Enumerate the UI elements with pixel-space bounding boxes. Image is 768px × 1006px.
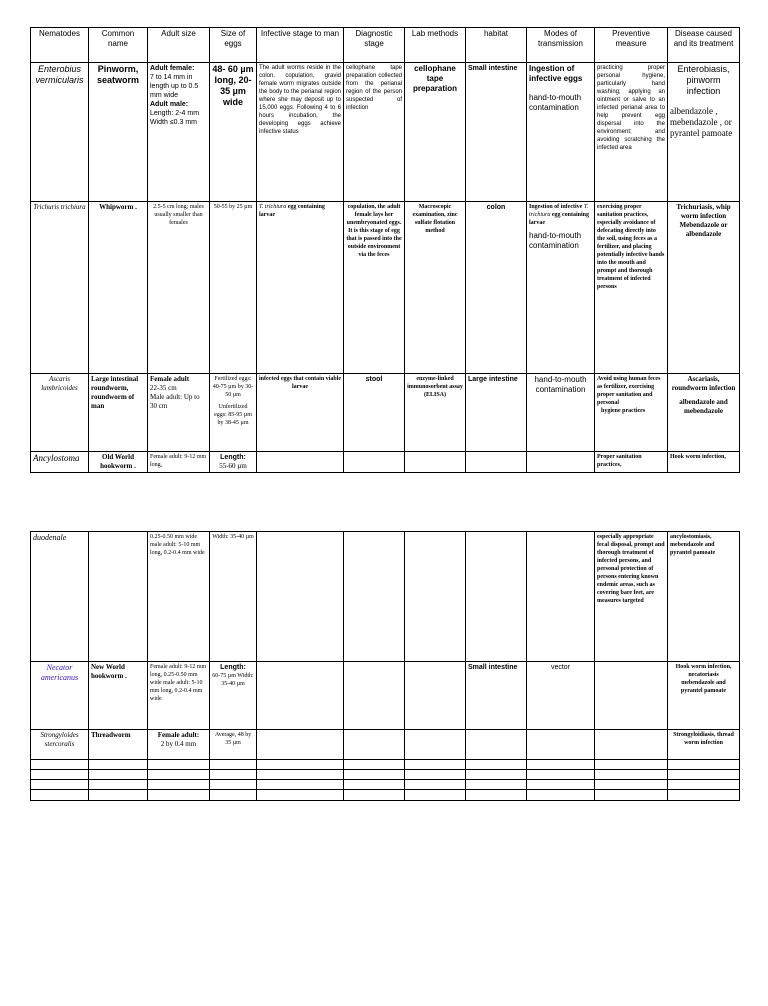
nematodes-table-part-2 (30, 531, 740, 801)
egg-size (210, 662, 257, 730)
header-habitat: habitat (466, 28, 527, 63)
egg-length-label: Length: (220, 664, 246, 671)
modes-of-transmission: hand-to-mouth contamination (527, 374, 595, 452)
infective-stage: The adult worms reside in the colon. copulation, gravid female worm migrates outside the body to the perianal region where she may deposit up to 15,000 eggs. Following 4 to 6 hours incubation, the developing eggs achieve infective status (257, 63, 344, 202)
header-adult-size: Adult size (148, 28, 210, 63)
preventive-text-cont: hygiene practices (601, 408, 646, 414)
adult-male-size: Male adult: Up to 30 cm (150, 393, 200, 410)
nematode-name: Enterobius vermicularis (31, 63, 89, 202)
nematode-name: Necator americanus (31, 662, 89, 730)
disease-name: Trichuriasis, whip worm infection (676, 203, 731, 220)
common-name: Large intestinal roundworm, roundworm of man (89, 374, 148, 452)
table-row-strongyloides (31, 730, 740, 760)
adult-male-label: Adult male: (150, 101, 189, 108)
empty-row (31, 790, 740, 801)
preventive-measure: practicing proper personal hygiene, particularly hand washing; applying an ointment or salve to an infected perianal area to help prevent egg dispersal into the environment; and avoiding scratching the infected area (595, 63, 668, 202)
disease-treatment: ancylostomiasis, mebendazole and pyrantel pamoate (668, 532, 740, 662)
modes-of-transmission (527, 63, 595, 202)
table-row-enterobius (31, 63, 740, 202)
egg-size: 48- 60 µm long, 20-35 µm wide (210, 63, 257, 202)
infective-stage: infected eggs that contain viable larvae (257, 374, 344, 452)
preventive-measure: Proper sanitation practices, (595, 452, 668, 473)
table-row-necator (31, 662, 740, 730)
table-row-ascaris (31, 374, 740, 452)
empty-row (31, 770, 740, 780)
table-row-ancylostoma (31, 452, 740, 473)
modes-of-transmission: vector (527, 662, 595, 730)
egg-size: 50-55 by 25 µm (210, 202, 257, 374)
common-name: Pinworm, seatworm (89, 63, 148, 202)
header-diagnostic-stage: Diagnostic stage (344, 28, 405, 63)
treatment: Mebendazole or albendazole (679, 221, 728, 238)
adult-size (148, 730, 210, 760)
egg-size (210, 374, 257, 452)
disease-treatment: Strongyloidiasis, thread worm infection (668, 730, 740, 760)
empty-row (31, 760, 740, 770)
treatment: mebendazole and pyrantel pamoate (680, 680, 727, 694)
preventive-text: Avoid using human feces as fertilizer, exercising proper sanitation and personal (597, 376, 661, 406)
lab-methods: cellophane tape preparation (405, 63, 466, 202)
transmission-ingestion: Ingestion of infective eggs (529, 64, 583, 83)
egg-size (210, 452, 257, 473)
lab-methods: Macroscopic examination, zinc sulfate flotation method (405, 202, 466, 374)
transmission-hand-to-mouth: hand-to-mouth contamination (529, 93, 582, 112)
adult-female-label: Female adult (150, 375, 190, 383)
egg-length: 55-60 µm (219, 462, 247, 470)
lab-methods: enzyme-linked immunosorbent assay (ELISA) (405, 374, 466, 452)
nematode-name: Trichuris trichiura (31, 202, 89, 374)
infective-species: T. trichiura (259, 204, 287, 210)
adult-female-size: 2 by 0.4 mm (160, 740, 197, 748)
header-modes-of-transmission: Modes of transmission (527, 28, 595, 63)
transmission-ingestion-pre: Ingestion of infective (529, 204, 583, 210)
habitat: Small intestine (466, 63, 527, 202)
common-name: New World hookworm . (89, 662, 148, 730)
common-name: Threadworm (89, 730, 148, 760)
nematode-name: duodenale (31, 532, 89, 662)
preventive-measure: especially appropriate fecal disposal, prompt and thorough treatment of infected persons, and personal protection of persons entering known endemic areas, such as covering bare feet, are measures targeted (595, 532, 668, 662)
preventive-measure (595, 374, 668, 452)
transmission-species: T. trichiura (529, 204, 589, 218)
diagnostic-stage: stool (344, 374, 405, 452)
header-lab-methods: Lab methods (405, 28, 466, 63)
adult-size (148, 63, 210, 202)
disease-treatment (668, 374, 740, 452)
adult-size: Female adult: 9-12 mm long, (148, 452, 210, 473)
header-size-of-eggs: Size of eggs (210, 28, 257, 63)
adult-size: Female adult: 9-12 mm long, 0.25-0.50 mm wide male adult: 5-10 mm long, 0.2-0.4 mm wide (148, 662, 210, 730)
nematode-name: Ascaris lumbricoides (31, 374, 89, 452)
disease-name: Hook worm infection, necatoriasis (675, 664, 732, 678)
header-infective-stage: Infective stage to man (257, 28, 344, 63)
disease-treatment (668, 202, 740, 374)
table-row-duodenale (31, 532, 740, 662)
table-row-trichuris (31, 202, 740, 374)
adult-male-size: Length: 2-4 mm Width ≤0.3 mm (150, 110, 200, 126)
infective-stage (257, 202, 344, 374)
adult-size (148, 374, 210, 452)
header-row (31, 28, 740, 63)
adult-female-label: Female adult: (157, 731, 200, 739)
modes-of-transmission (527, 202, 595, 374)
treatment: albendazole and mebendazole (679, 398, 728, 415)
diagnostic-stage: cellophane tape preparation collected from the perianal region of the person suspected of infection (344, 63, 405, 202)
egg-length-label: Length: (220, 454, 246, 461)
disease-treatment: Hook worm infection, (668, 452, 740, 473)
fertilized-eggs: Fertilized eggs: 40-75 µm by 30-50 µm (212, 376, 254, 398)
header-common-name: Common name (89, 28, 148, 63)
egg-size: Average, 48 by 35 µm (210, 730, 257, 760)
disease-name: Ascariasis, roundworm infection (671, 375, 736, 392)
preventive-measure: exercising proper sanitation practices, especially avoidance of defecating directly into the soil, using feces as a fertilizer, and placing potentially infective hands into the mouth and prompt and thorough treatment of infected persons (595, 202, 668, 374)
nematode-name: Ancylostoma (31, 452, 89, 473)
header-disease-treatment: Disease caused and its treatment (668, 28, 740, 63)
habitat: colon (466, 202, 527, 374)
transmission-hand-to-mouth: hand-to-mouth contamination (529, 231, 582, 250)
nematode-name: Strongyloides stercoralis (31, 730, 89, 760)
adult-size: 2.5-5 cm long; males usually smaller than females (148, 202, 210, 374)
header-preventive-measure: Preventive measure (595, 28, 668, 63)
egg-size: Width: 35-40 µm (210, 532, 257, 662)
empty-row (31, 780, 740, 790)
adult-size: 0.25-0.50 mm wide male adult: 5-10 mm long, 0.2-0.4 mm wide (148, 532, 210, 662)
infective-larvae: egg containing larvae (259, 204, 325, 218)
habitat: Large intestine (466, 374, 527, 452)
treatment: albendazole , mebendazole , or pyrantel pamoate (670, 106, 733, 138)
adult-female-size: 7 to 14 mm in length up to 0.5 mm wide (150, 74, 199, 99)
header-nematodes: Nematodes (31, 28, 89, 63)
nematodes-table-part-1 (30, 27, 740, 473)
transmission-larvae: egg containing larvae (529, 212, 590, 226)
diagnostic-stage: copulation, the adult female lays her unembryonated eggs. It is this stage of egg that is passed into the outside environment via the feces (344, 202, 405, 374)
common-name: Whipworm . (89, 202, 148, 374)
disease-name: Enterobiasis, pinworm infection (677, 64, 730, 96)
disease-treatment (668, 63, 740, 202)
egg-dimensions: 60-75 µm Width: 35-40 µm (212, 673, 254, 687)
common-name: Old World hookworm . (89, 452, 148, 473)
habitat: Small intestine (466, 662, 527, 730)
unfertilized-eggs: Unfertilized eggs: 85-95 µm by 38-45 µm (214, 404, 252, 426)
adult-female-label: Adult female: (150, 65, 195, 72)
disease-treatment (668, 662, 740, 730)
adult-female-size: 22-35 cm (150, 384, 177, 392)
